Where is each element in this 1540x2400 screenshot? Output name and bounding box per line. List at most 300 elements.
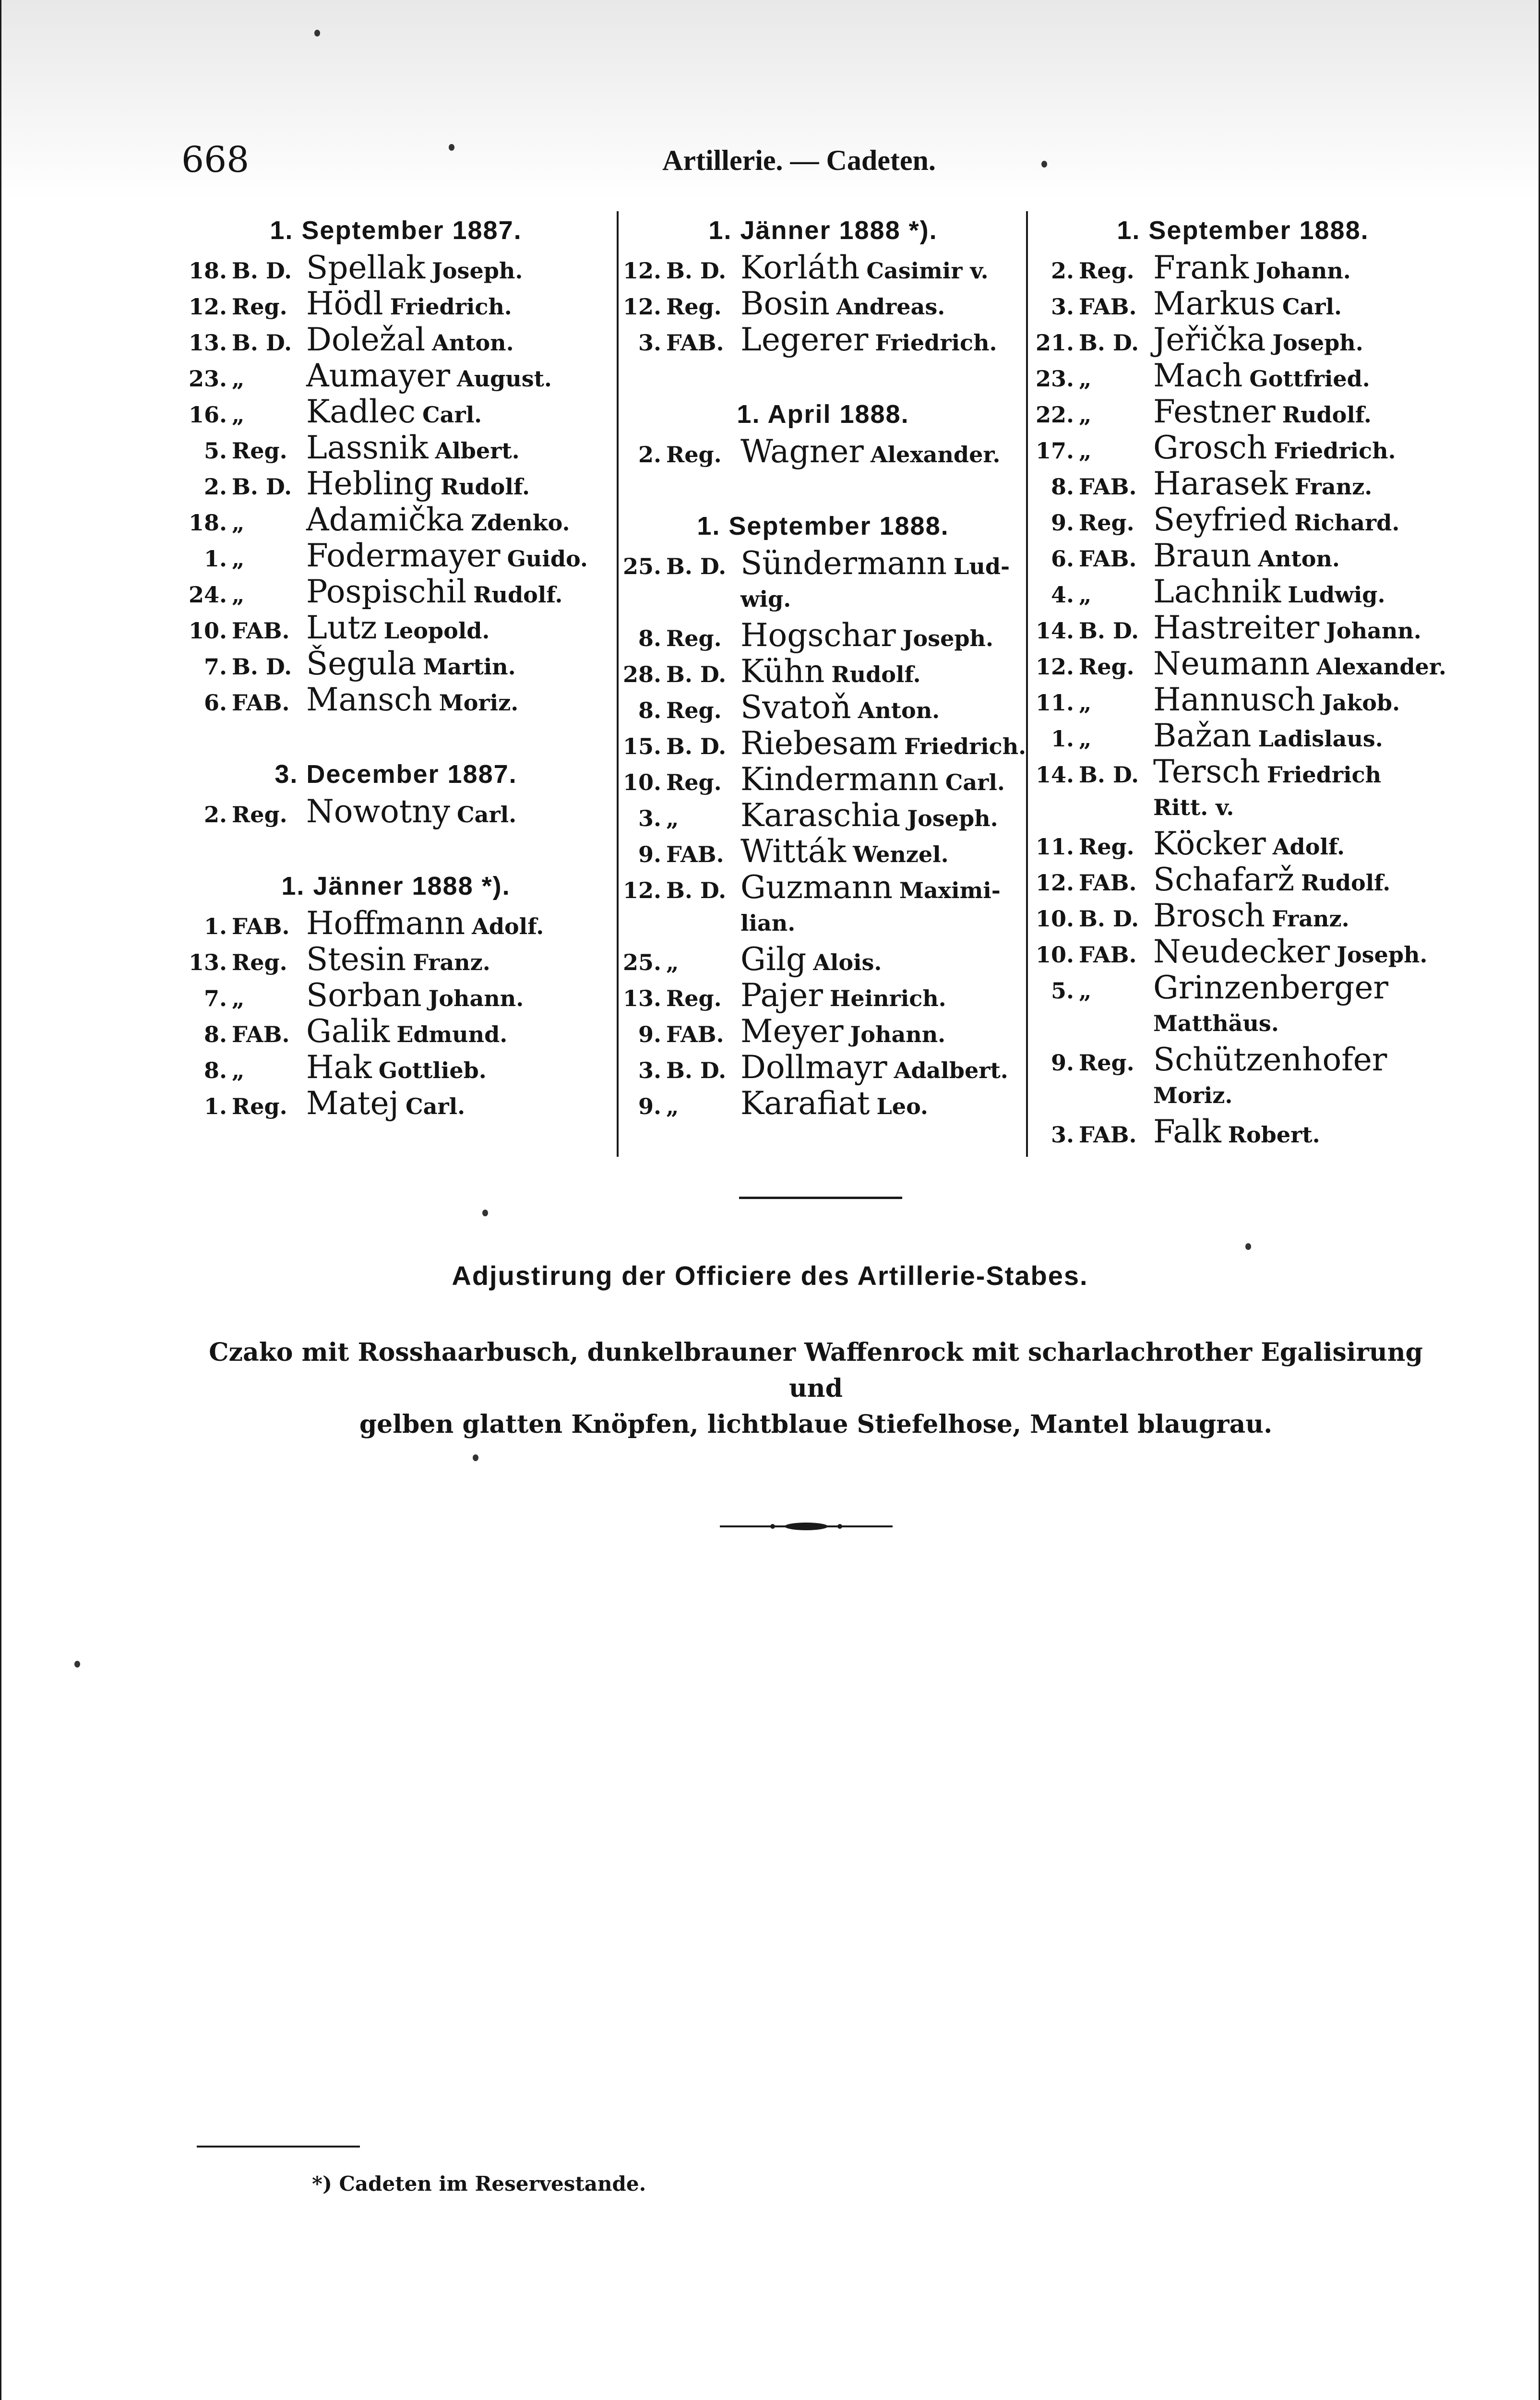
entry-branch: Reg. <box>232 802 287 828</box>
cadet-entry <box>619 433 1027 469</box>
entry-branch: B. D. <box>666 258 727 284</box>
entry-given-name: Moriz. <box>439 690 519 716</box>
date-heading: 1. September 1888. <box>1117 216 1369 245</box>
section-body <box>192 1334 1440 1442</box>
entry-number: 8. <box>203 1057 227 1083</box>
entry-given-name: Edmund. <box>396 1021 508 1047</box>
entry-given-name: Carl. <box>1282 294 1342 320</box>
cadet-entry <box>1032 862 1454 898</box>
entry-number: 9. <box>638 1021 661 1047</box>
entry-branch: FAB. <box>666 330 724 356</box>
cadet-entry <box>1032 718 1454 754</box>
entry-given-name: Casimir v. <box>866 258 989 284</box>
entry-branch: Reg. <box>232 949 287 975</box>
entry-given-name: Alexander. <box>870 442 1001 468</box>
entry-branch: „ <box>232 985 245 1011</box>
entry-given-name: Jakob. <box>1322 690 1400 716</box>
entry-continuation: wig. <box>740 586 791 612</box>
cadet-entry <box>619 941 1027 977</box>
entry-given-name: Gottfried. <box>1249 366 1370 392</box>
block-gap <box>185 829 607 867</box>
entry-surname: Wagner <box>740 433 864 470</box>
entry-branch: Reg. <box>232 438 287 464</box>
entry-given-name: Alexander. <box>1316 654 1446 680</box>
cadet-entry <box>185 358 607 394</box>
entry-branch: „ <box>232 510 245 536</box>
entry-number: 3. <box>638 805 661 831</box>
entry-branch: „ <box>232 366 245 392</box>
cadet-entry <box>1032 250 1454 286</box>
cadet-entry <box>1032 970 1454 1006</box>
entry-given-name: Wenzel. <box>853 841 949 867</box>
entry-branch: „ <box>232 582 245 608</box>
entry-branch: Reg. <box>1079 510 1134 536</box>
entry-number: 3. <box>1051 1122 1074 1148</box>
entry-surname: Matej <box>306 1085 399 1122</box>
entry-continuation: Ritt. v. <box>1153 794 1234 820</box>
cadet-entry <box>185 1013 607 1049</box>
entry-branch: FAB. <box>1079 294 1137 320</box>
entry-number: 3. <box>638 330 661 356</box>
entry-number: 10. <box>1035 942 1074 968</box>
cadet-entry <box>185 466 607 502</box>
entry-number: 6. <box>1051 546 1074 572</box>
entry-continuation: Matthäus. <box>1153 1010 1279 1036</box>
scan-dust-speck <box>482 1210 488 1216</box>
entry-branch: FAB. <box>1079 870 1137 896</box>
entry-surname: Hastreiter <box>1153 609 1320 646</box>
entry-given-name: Friedrich <box>1266 762 1382 788</box>
entry-continuation: lian. <box>740 910 796 936</box>
entry-given-name: Rudolf. <box>1301 870 1391 896</box>
entry-surname: Sündermann <box>740 545 947 582</box>
entry-branch: „ <box>1079 690 1092 716</box>
column-right <box>1032 211 1454 1150</box>
entry-branch: Reg. <box>666 985 722 1011</box>
entry-branch: B. D. <box>1079 906 1139 932</box>
entry-number: 22. <box>1035 402 1074 428</box>
entry-surname: Svatoň <box>740 689 851 726</box>
entry-branch: Reg. <box>666 625 722 651</box>
entry-given-name: Johann. <box>428 985 524 1011</box>
scan-dust-speck <box>1245 1243 1251 1250</box>
date-heading: 3. December 1887. <box>275 760 517 789</box>
entry-branch: FAB. <box>666 841 724 867</box>
entry-given-name: Gottlieb. <box>378 1057 487 1083</box>
section-title: Adjustirung der Officiere des Artillerie-Stabes. <box>452 1260 1088 1291</box>
entry-given-name: Joseph. <box>1337 942 1428 968</box>
entry-number: 4. <box>1051 582 1074 608</box>
entry-surname: Köcker <box>1153 825 1266 862</box>
entry-number: 10. <box>622 769 661 795</box>
entry-number: 25. <box>622 949 661 975</box>
entry-given-name: Rudolf. <box>831 661 921 687</box>
entry-branch: Reg. <box>232 1093 287 1119</box>
cadet-entry <box>185 286 607 322</box>
entry-number: 7. <box>203 654 227 680</box>
entry-number: 8. <box>638 697 661 723</box>
entry-branch: „ <box>1079 438 1092 464</box>
entry-number: 1. <box>203 913 227 939</box>
entry-number: 24. <box>188 582 227 608</box>
entry-given-name: Friedrich. <box>1274 438 1396 464</box>
cadet-entry <box>1032 646 1454 682</box>
entry-surname: Guzmann <box>740 869 893 906</box>
entry-given-name: Adolf. <box>472 913 544 939</box>
cadet-entry <box>185 941 607 977</box>
entry-branch: B. D. <box>232 654 292 680</box>
entry-surname: Nowotny <box>306 793 451 830</box>
section-line: Czako mit Rosshaarbusch, dunkelbrauner Waffenrock mit scharlachrother Egalisirung und <box>209 1338 1423 1403</box>
entry-surname: Falk <box>1153 1113 1221 1150</box>
entry-given-name: August. <box>457 366 552 392</box>
cadet-entry <box>185 502 607 538</box>
scan-dust-speck <box>473 1454 478 1461</box>
entry-branch: „ <box>1079 726 1092 752</box>
entry-surname: Karafiat <box>740 1085 870 1122</box>
entry-surname: Bosin <box>740 285 830 322</box>
entry-number: 13. <box>188 949 227 975</box>
entry-surname: Lassnik <box>306 429 429 466</box>
entry-branch: FAB. <box>1079 474 1137 500</box>
entry-surname: Hak <box>306 1049 372 1086</box>
cadet-entry <box>1032 322 1454 358</box>
entry-given-name: Anton. <box>432 330 514 356</box>
entry-number: 5. <box>1051 978 1074 1004</box>
entry-branch: B. D. <box>666 553 727 579</box>
entry-branch: Reg. <box>1079 1050 1134 1076</box>
entry-surname: Frank <box>1153 249 1249 286</box>
entry-surname: Meyer <box>740 1013 844 1050</box>
entry-given-name: Ladislaus. <box>1258 726 1383 752</box>
entry-number: 23. <box>188 366 227 392</box>
cadet-entry <box>1032 466 1454 502</box>
cadet-entry <box>619 833 1027 869</box>
entry-surname: Mach <box>1153 357 1243 394</box>
column-divider <box>617 211 619 1157</box>
cadet-entry <box>619 689 1027 725</box>
cadet-entry <box>185 430 607 466</box>
entry-branch: FAB. <box>232 913 290 939</box>
cadet-entry <box>619 322 1027 358</box>
entry-number: 12. <box>188 294 227 320</box>
entry-branch: Reg. <box>232 294 287 320</box>
cadet-entry <box>1032 610 1454 646</box>
entry-given-name: Albert. <box>435 438 520 464</box>
cadet-entry <box>619 761 1027 797</box>
entry-given-name: Franz. <box>413 949 490 975</box>
footnote-rule <box>197 2146 360 2148</box>
entry-surname: Grinzenberger <box>1153 969 1388 1006</box>
entry-given-name: Rudolf. <box>1282 402 1372 428</box>
entry-given-name: Andreas. <box>836 294 945 320</box>
entry-number: 18. <box>188 510 227 536</box>
cadet-entry <box>185 793 607 829</box>
entry-given-name: Johann. <box>1255 258 1351 284</box>
entry-branch: „ <box>1079 366 1092 392</box>
entry-number: 11. <box>1035 690 1074 716</box>
entry-given-name: Joseph. <box>432 258 523 284</box>
cadet-entry <box>619 869 1027 905</box>
entry-surname: Stesin <box>306 941 406 978</box>
entry-surname: Mansch <box>306 681 432 718</box>
entry-number: 18. <box>188 258 227 284</box>
cadet-entry <box>1032 574 1454 610</box>
cadet-entry <box>185 646 607 682</box>
entry-number: 8. <box>638 625 661 651</box>
entry-branch: B. D. <box>232 258 292 284</box>
entry-branch: FAB. <box>232 1021 290 1047</box>
cadet-entry <box>619 286 1027 322</box>
entry-branch: Reg. <box>666 697 722 723</box>
separator-rule <box>739 1197 902 1199</box>
entry-number: 23. <box>1035 366 1074 392</box>
entry-number: 28. <box>622 661 661 687</box>
entry-surname: Riebesam <box>740 725 897 762</box>
entry-number: 9. <box>1051 510 1074 536</box>
entry-given-name: Franz. <box>1294 474 1373 500</box>
cadet-entry <box>1032 358 1454 394</box>
entry-given-name: Johann. <box>850 1021 946 1047</box>
entry-given-name: Franz. <box>1272 906 1349 932</box>
entry-branch: Reg. <box>666 294 722 320</box>
cadet-entry <box>619 1049 1027 1085</box>
section-line: gelben glatten Knöpfen, lichtblaue Stiefelhose, Mantel blaugrau. <box>359 1410 1273 1439</box>
cadet-entry <box>619 1013 1027 1049</box>
entry-surname: Harasek <box>1153 465 1288 502</box>
cadet-entry <box>185 610 607 646</box>
entry-surname: Grosch <box>1153 429 1267 466</box>
entry-branch: „ <box>666 949 679 975</box>
entry-given-name: Johann. <box>1326 618 1421 644</box>
cadet-entry <box>619 250 1027 286</box>
entry-surname: Lachnik <box>1153 573 1281 610</box>
entry-given-name: Heinrich. <box>829 985 946 1011</box>
cadet-entry <box>185 905 607 941</box>
entry-given-name: Ludwig. <box>1288 582 1385 608</box>
entry-surname: Adamička <box>306 501 465 538</box>
running-title: Artillerie. — Cadeten. <box>662 144 936 176</box>
block-gap <box>619 358 1027 395</box>
entry-number: 11. <box>1035 834 1074 860</box>
entry-number: 12. <box>1035 870 1074 896</box>
entry-given-name: Rudolf. <box>473 582 563 608</box>
entry-given-name: Alois. <box>813 949 882 975</box>
entry-number: 10. <box>1035 906 1074 932</box>
entry-number: 25. <box>622 553 661 579</box>
entry-number: 5. <box>203 438 227 464</box>
scan-dust-speck <box>314 30 320 36</box>
entry-branch: B. D. <box>232 330 292 356</box>
entry-given-name: Anton. <box>858 697 940 723</box>
entry-number: 12. <box>622 258 661 284</box>
footnote: *) Cadeten im Reservestande. <box>312 2172 646 2196</box>
entry-given-name: Robert. <box>1228 1122 1320 1148</box>
cadet-entry <box>1032 898 1454 934</box>
entry-given-name: Friedrich. <box>875 330 997 356</box>
entry-surname: Sorban <box>306 977 422 1014</box>
entry-given-name: Joseph. <box>902 625 994 651</box>
entry-number: 3. <box>638 1057 661 1083</box>
entry-surname: Schützenhofer <box>1153 1041 1387 1078</box>
entry-number: 12. <box>622 877 661 903</box>
date-heading: 1. September 1887. <box>270 216 522 245</box>
cadet-entry <box>619 797 1027 833</box>
entry-surname: Dollmayr <box>740 1049 887 1086</box>
entry-surname: Jeřička <box>1153 321 1266 358</box>
entry-surname: Brosch <box>1153 897 1265 934</box>
entry-surname: Aumayer <box>306 357 450 394</box>
entry-given-name: Zdenko. <box>471 510 570 536</box>
cadet-entry <box>619 725 1027 761</box>
entry-number: 12. <box>622 294 661 320</box>
date-heading: 1. April 1888. <box>737 400 909 429</box>
cadet-entry <box>1032 502 1454 538</box>
entry-number: 6. <box>203 690 227 716</box>
cadet-entry <box>185 574 607 610</box>
entry-given-name: Joseph. <box>1272 330 1363 356</box>
entry-given-name: Maximi- <box>899 877 1001 903</box>
entry-surname: Hebling <box>306 465 434 502</box>
entry-number: 2. <box>638 442 661 468</box>
cadet-entry <box>185 977 607 1013</box>
entry-branch: „ <box>1079 978 1092 1004</box>
entry-surname: Galik <box>306 1013 390 1050</box>
entry-continuation: Moriz. <box>1153 1082 1233 1108</box>
cadet-entry <box>1032 682 1454 718</box>
entry-number: 2. <box>203 802 227 828</box>
entry-surname: Kindermann <box>740 761 939 798</box>
entry-branch: B. D. <box>232 474 292 500</box>
cadet-entry <box>185 394 607 430</box>
entry-number: 2. <box>1051 258 1074 284</box>
entry-surname: Šegula <box>306 645 417 682</box>
cadet-entry <box>185 538 607 574</box>
scan-dust-speck <box>1041 161 1047 168</box>
entry-surname: Braun <box>1153 537 1252 574</box>
entry-number: 9. <box>638 841 661 867</box>
entry-branch: B. D. <box>666 877 727 903</box>
cadet-entry <box>1032 538 1454 574</box>
cadet-entry <box>1032 430 1454 466</box>
entry-surname: Schafarž <box>1153 861 1295 898</box>
entry-number: 17. <box>1035 438 1074 464</box>
cadet-entry <box>619 653 1027 689</box>
block-gap <box>185 718 607 755</box>
scan-dust-speck <box>449 144 454 151</box>
cadet-entry <box>185 1085 607 1121</box>
entry-branch: „ <box>232 1057 245 1083</box>
entry-branch: „ <box>666 1093 679 1119</box>
entry-number: 14. <box>1035 618 1074 644</box>
entry-surname: Hödl <box>306 285 383 322</box>
entry-branch: Reg. <box>1079 654 1134 680</box>
entry-branch: FAB. <box>1079 942 1137 968</box>
entry-number: 13. <box>188 330 227 356</box>
date-heading: 1. September 1888. <box>697 512 949 540</box>
cadet-entry <box>185 322 607 358</box>
entry-number: 15. <box>622 733 661 759</box>
entry-surname: Fodermayer <box>306 537 501 574</box>
entry-number: 8. <box>1051 474 1074 500</box>
entry-given-name: Friedrich. <box>904 733 1027 759</box>
entry-given-name: Carl. <box>457 802 517 828</box>
entry-given-name: Carl. <box>422 402 482 428</box>
entry-surname: Neudecker <box>1153 933 1330 970</box>
entry-branch: Reg. <box>666 442 722 468</box>
entry-given-name: Martin. <box>423 654 516 680</box>
entry-given-name: Rudolf. <box>440 474 530 500</box>
entry-surname: Hoffmann <box>306 905 466 942</box>
entry-number: 9. <box>1051 1050 1074 1076</box>
entry-given-name: Joseph. <box>907 805 998 831</box>
entry-surname: Markus <box>1153 285 1276 322</box>
entry-given-name: Carl. <box>945 769 1005 795</box>
cadet-entry <box>619 1085 1027 1121</box>
entry-given-name: Friedrich. <box>390 294 512 320</box>
entry-given-name: Leopold. <box>383 618 490 644</box>
entry-number: 7. <box>203 985 227 1011</box>
cadet-entry <box>1032 754 1454 790</box>
entry-number: 13. <box>622 985 661 1011</box>
entry-branch: FAB. <box>666 1021 724 1047</box>
ornament-rule <box>720 1522 893 1531</box>
cadet-entry <box>619 617 1027 653</box>
entry-number: 1. <box>1051 726 1074 752</box>
entry-surname: Pospischil <box>306 573 467 610</box>
entry-branch: B. D. <box>666 661 727 687</box>
page-number: 668 <box>181 139 250 180</box>
cadet-entry <box>1032 394 1454 430</box>
entry-given-name: Carl. <box>405 1093 466 1119</box>
entry-surname: Witták <box>740 833 847 870</box>
cadet-entry <box>185 1049 607 1085</box>
entry-branch: „ <box>232 402 245 428</box>
entry-branch: B. D. <box>1079 618 1139 644</box>
entry-branch: FAB. <box>1079 546 1137 572</box>
cadet-entry <box>1032 826 1454 862</box>
column-middle <box>619 211 1027 1121</box>
entry-surname: Korláth <box>740 249 860 286</box>
entry-branch: B. D. <box>666 1057 727 1083</box>
entry-number: 12. <box>1035 654 1074 680</box>
entry-given-name: Adalbert. <box>894 1057 1008 1083</box>
entry-branch: Reg. <box>1079 258 1134 284</box>
entry-surname: Legerer <box>740 321 869 358</box>
entry-given-name: Leo. <box>876 1093 928 1119</box>
entry-branch: B. D. <box>1079 330 1139 356</box>
entry-branch: FAB. <box>1079 1122 1137 1148</box>
entry-branch: „ <box>232 546 245 572</box>
date-heading: 1. Jänner 1888 *). <box>281 872 511 900</box>
cadet-entry <box>1032 934 1454 970</box>
entry-surname: Tersch <box>1153 753 1260 790</box>
entry-branch: Reg. <box>1079 834 1134 860</box>
entry-branch: „ <box>1079 402 1092 428</box>
entry-surname: Lutz <box>306 609 377 646</box>
entry-surname: Seyfried <box>1153 501 1288 538</box>
entry-given-name: Anton. <box>1258 546 1340 572</box>
entry-number: 2. <box>203 474 227 500</box>
date-heading: 1. Jänner 1888 *). <box>708 216 938 245</box>
cadet-entry <box>1032 1042 1454 1078</box>
entry-number: 14. <box>1035 762 1074 788</box>
column-left <box>185 211 607 1121</box>
cadet-entry <box>1032 286 1454 322</box>
entry-given-name: Lud- <box>954 553 1010 579</box>
entry-given-name: Guido. <box>507 546 588 572</box>
entry-branch: FAB. <box>232 690 290 716</box>
